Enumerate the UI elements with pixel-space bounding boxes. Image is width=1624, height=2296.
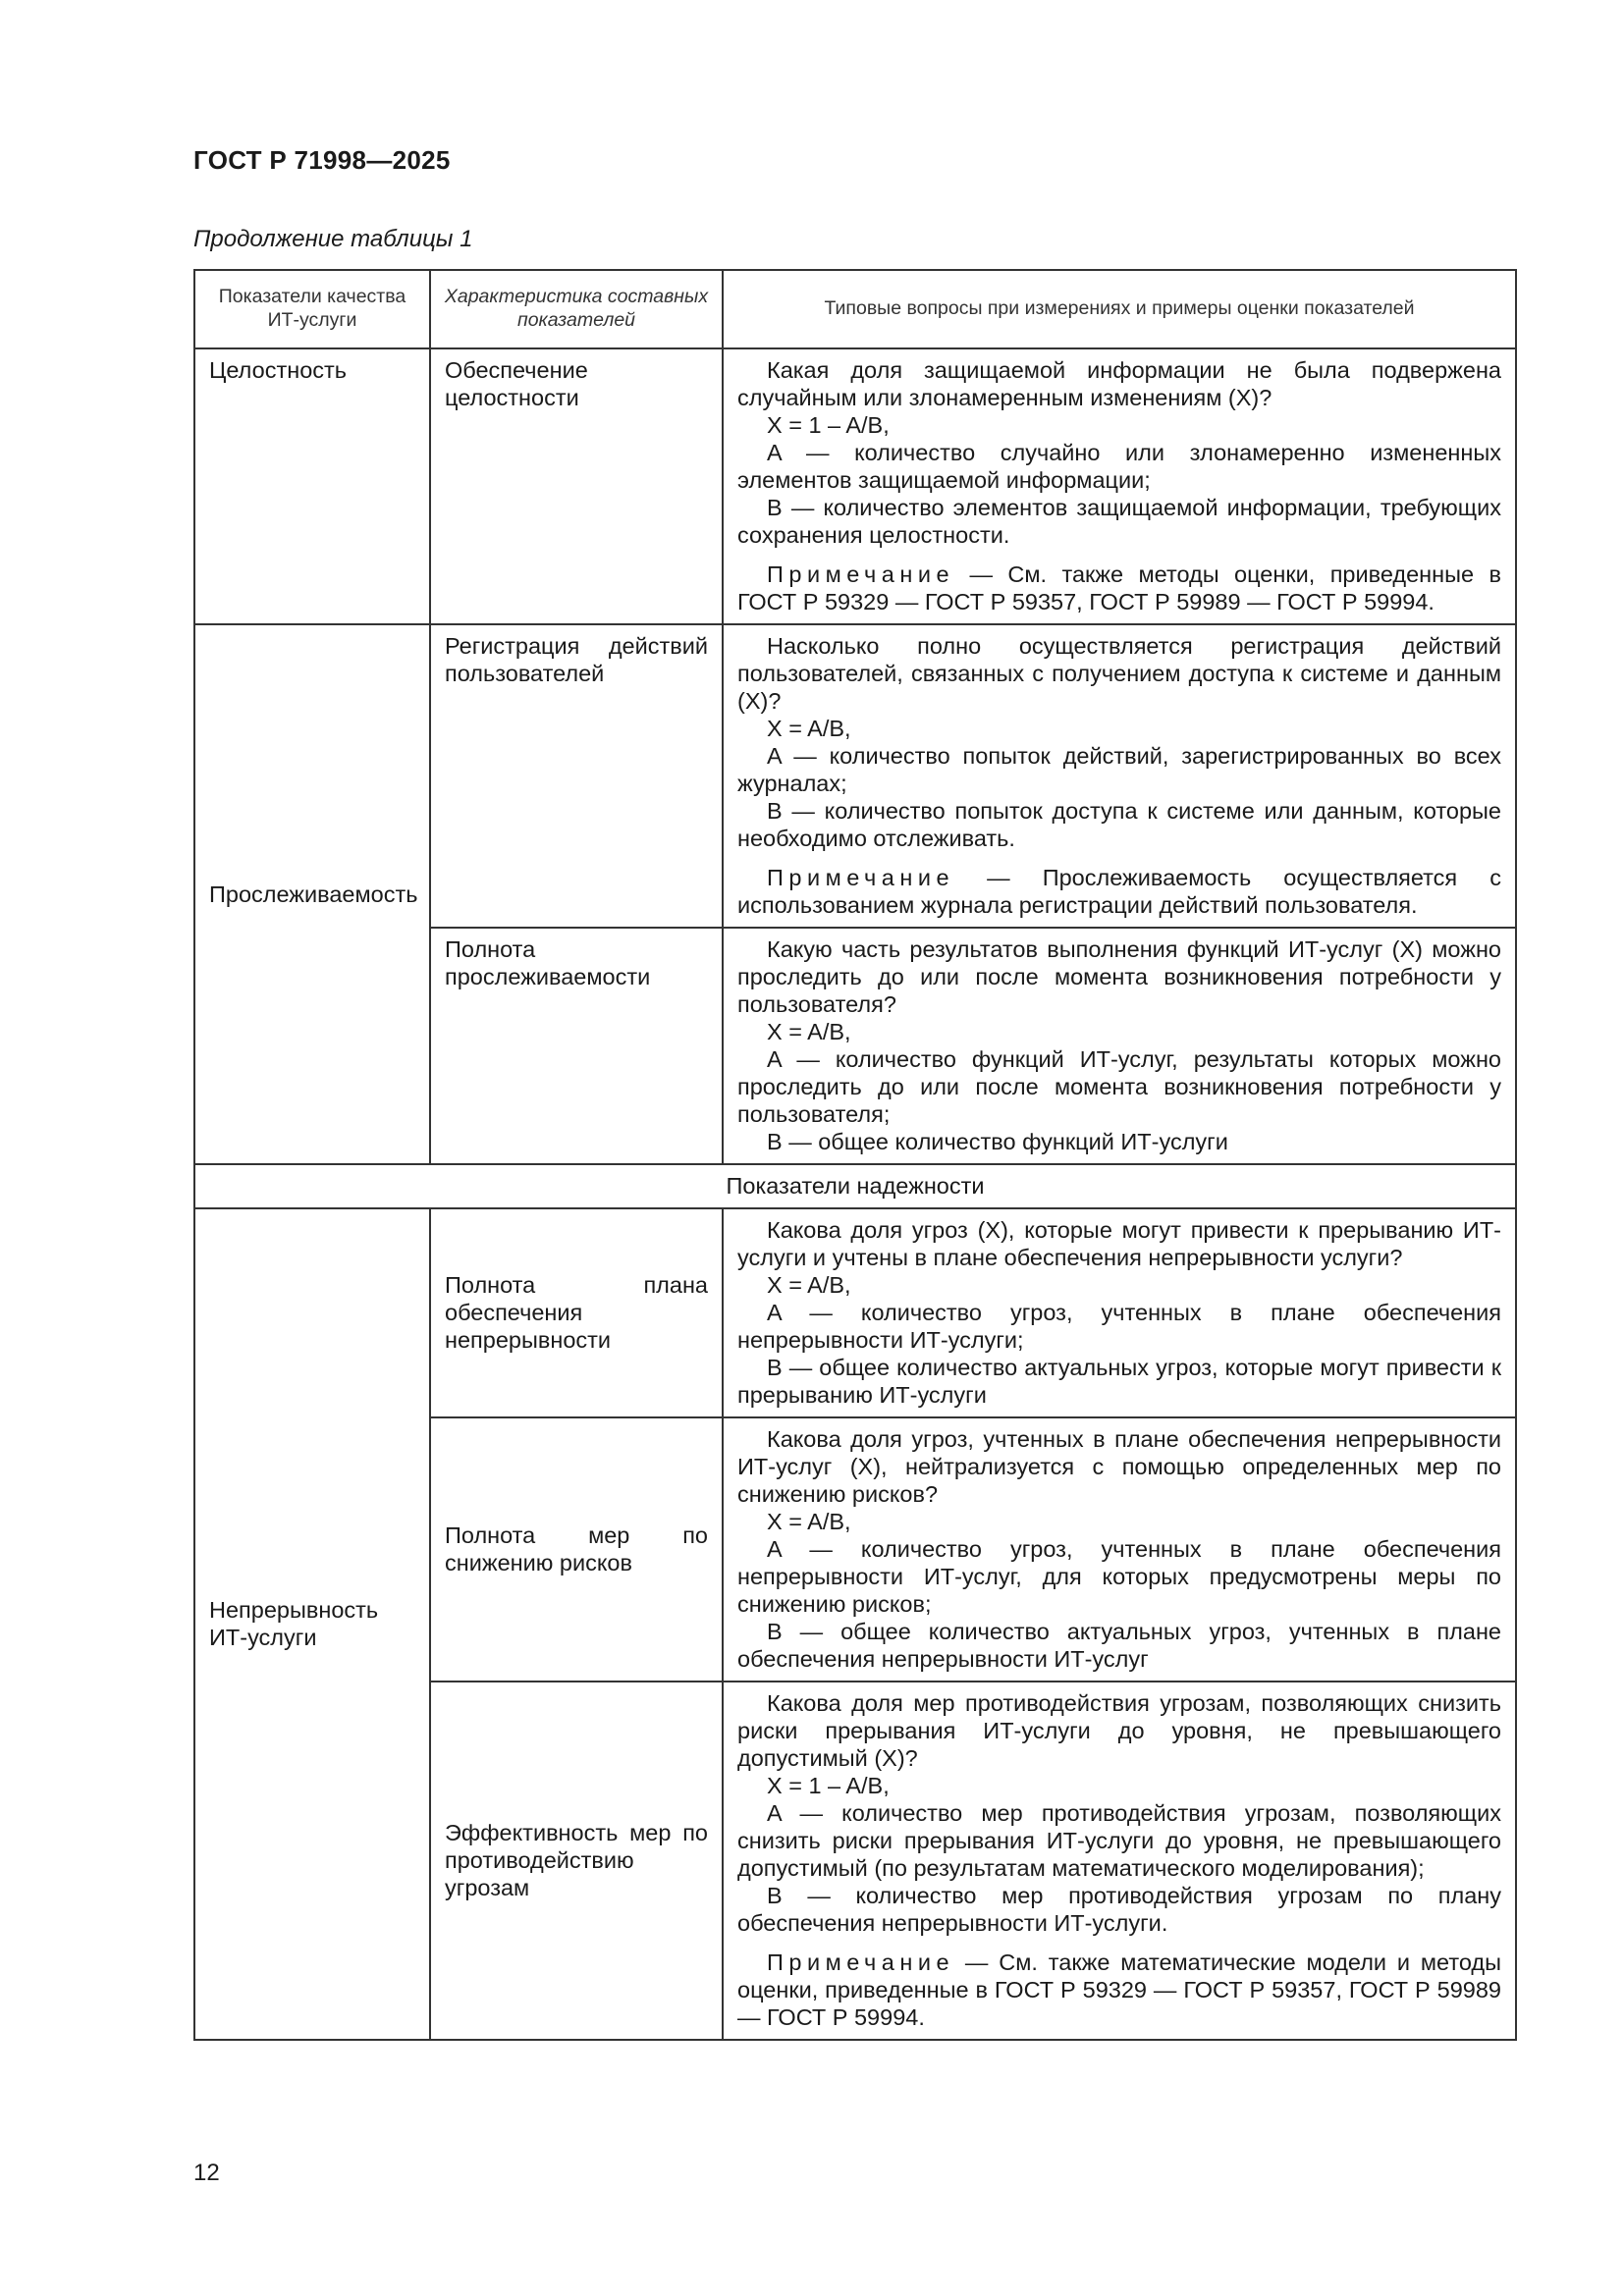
formula-text: X = A/B,	[767, 1509, 851, 1534]
question-text: Насколько полно осуществляется регистрация действий пользователей, связанных с получением доступа к системе и данным (X)?	[737, 633, 1501, 714]
definition-a-text: A — количество мер противодействия угрозам, позволяющих снизить риски прерывания ИТ-услуги до уровня, не превышающего допустимый (по результатам математического моделирования);	[737, 1800, 1501, 1881]
definition-a-text: A — количество угроз, учтенных в плане обеспечения непрерывности ИТ-услуги;	[737, 1300, 1501, 1353]
definition-a-text: A — количество угроз, учтенных в плане обеспечения непрерывности ИТ-услуг, для которых предусмотрены меры по снижению рисков;	[737, 1536, 1501, 1617]
table-row-integrity	[194, 348, 1516, 624]
indicator-cell-traceability: Прослеживаемость	[194, 624, 430, 1164]
note-label: Примечание	[767, 1949, 955, 1975]
question-text: Какую часть результатов выполнения функций ИТ-услуг (X) можно проследить до или после момента возникновения потребности у пользователя?	[737, 936, 1501, 1017]
formula-text: X = 1 – A/B,	[767, 1773, 890, 1798]
characteristic-cell: Полнота прослеживаемости	[430, 928, 723, 1164]
indicator-cell-integrity: Целостность	[194, 348, 430, 624]
questions-cell	[723, 1417, 1516, 1682]
definition-b-text: B — количество мер противодействия угрозам по плану обеспечения непрерывности ИТ-услуги.	[737, 1883, 1501, 1936]
table-continuation-caption: Продолжение таблицы 1	[193, 226, 473, 252]
questions-cell	[723, 1208, 1516, 1417]
characteristic-cell: Обеспечение целостности	[430, 348, 723, 624]
section-heading-reliability: Показатели надежности	[194, 1164, 1516, 1208]
quality-indicators-table	[193, 269, 1517, 2041]
formula-text: X = A/B,	[767, 1272, 851, 1298]
definition-b-text: B — общее количество функций ИТ-услуги	[767, 1129, 1228, 1154]
formula-text: X = A/B,	[767, 1019, 851, 1044]
definition-b-text: B — количество элементов защищаемой информации, требующих сохранения целостности.	[737, 495, 1501, 548]
definition-b-text: B — общее количество актуальных угроз, которые могут привести к прерыванию ИТ-услуги	[737, 1355, 1501, 1408]
question-text: Какова доля угроз, учтенных в плане обеспечения непрерывности ИТ-услуг (X), нейтрализуется с помощью определенных мер по снижению рисков?	[737, 1426, 1501, 1507]
table-row-continuity-plan	[194, 1208, 1516, 1417]
characteristic-cell: Полнота плана обеспечения непрерывности	[430, 1208, 723, 1417]
table-row-traceability	[194, 624, 1516, 928]
definition-b-text: B — общее количество актуальных угроз, учтенных в плане обеспечения непрерывности ИТ-услуг	[737, 1619, 1501, 1672]
column-header-characteristics: Характеристика составных показателей	[430, 270, 723, 348]
questions-cell	[723, 928, 1516, 1164]
questions-cell	[723, 1682, 1516, 2040]
note-text: — Прослеживаемость осуществляется с использованием журнала регистрации действий пользователя.	[737, 865, 1501, 918]
question-text: Какая доля защищаемой информации не была подвержена случайным или злонамеренным изменениям (X)?	[737, 357, 1501, 410]
note-text: — См. также математические модели и методы оценки, приведенные в ГОСТ Р 59329 — ГОСТ Р 59357, ГОСТ Р 59989 — ГОСТ Р 59994.	[737, 1949, 1501, 2030]
column-header-indicators: Показатели качества ИТ-услуги	[194, 270, 430, 348]
note-text: — См. также методы оценки, приведенные в ГОСТ Р 59329 — ГОСТ Р 59357, ГОСТ Р 59989 — ГОСТ Р 59994.	[737, 561, 1501, 614]
questions-cell	[723, 624, 1516, 928]
column-header-questions: Типовые вопросы при измерениях и примеры оценки показателей	[723, 270, 1516, 348]
questions-cell	[723, 348, 1516, 624]
characteristic-cell: Полнота мер по снижению рисков	[430, 1417, 723, 1682]
definition-a-text: A — количество функций ИТ-услуг, результаты которых можно проследить до или после момента возникновения потребности у пользователя;	[737, 1046, 1501, 1127]
table-section-row	[194, 1164, 1516, 1208]
definition-a-text: A — количество попыток действий, зарегистрированных во всех журналах;	[737, 743, 1501, 796]
document-header: ГОСТ Р 71998—2025	[193, 145, 451, 175]
table-header-row	[194, 270, 1516, 348]
page-number: 12	[193, 2160, 220, 2186]
formula-text: X = 1 – A/B,	[767, 412, 890, 438]
note-paragraph	[737, 864, 1501, 919]
note-paragraph	[737, 1949, 1501, 2031]
definition-a-text: A — количество случайно или злонамеренно измененных элементов защищаемой информации;	[737, 440, 1501, 493]
question-text: Какова доля угроз (X), которые могут привести к прерыванию ИТ-услуги и учтены в плане обеспечения непрерывности услуги?	[737, 1217, 1501, 1270]
question-text: Какова доля мер противодействия угрозам, позволяющих снизить риски прерывания ИТ-услуги до уровня, не превышающего допустимый (X)?	[737, 1690, 1501, 1771]
characteristic-cell: Регистрация действий пользователей	[430, 624, 723, 928]
characteristic-cell: Эффективность мер по противодействию угрозам	[430, 1682, 723, 2040]
note-label: Примечание	[767, 561, 955, 587]
note-paragraph	[737, 561, 1501, 615]
definition-b-text: B — количество попыток доступа к системе или данным, которые необходимо отслеживать.	[737, 798, 1501, 851]
indicator-cell-continuity: Непрерывность ИТ-услуги	[194, 1208, 430, 2040]
note-label: Примечание	[767, 865, 955, 890]
formula-text: X = A/B,	[767, 716, 851, 741]
